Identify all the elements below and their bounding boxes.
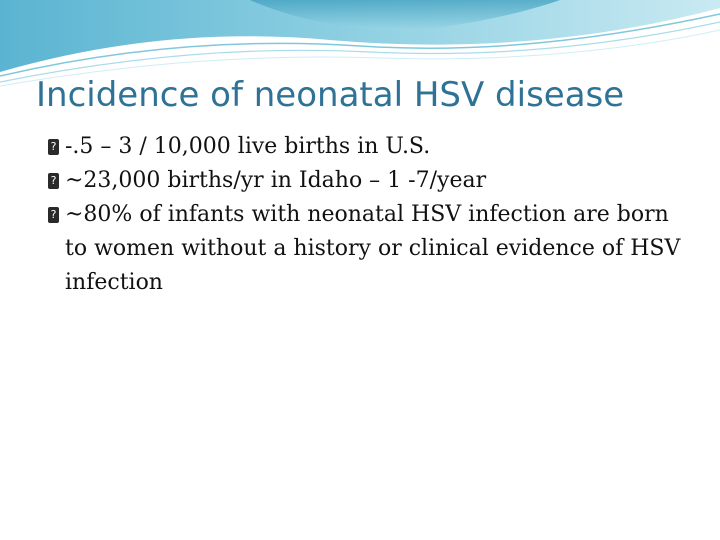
missing-glyph-bullet-icon: ? [48,207,59,223]
bullet-list [48,130,688,300]
bullet-text: -.5 – 3 / 10,000 live births in U.S. [65,134,431,159]
missing-glyph-bullet-icon: ? [48,173,59,189]
bullet-text: ~23,000 births/yr in Idaho – 1 -7/year [65,168,487,193]
bullet-item [48,130,688,164]
bullet-text: ~80% of infants with neonatal HSV infection are born to women without a history or clinical evidence of HSV infection [65,202,681,295]
bullet-item [48,198,688,300]
slide-title: Incidence of neonatal HSV disease [36,75,625,115]
bullet-item [48,164,688,198]
missing-glyph-bullet-icon: ? [48,139,59,155]
